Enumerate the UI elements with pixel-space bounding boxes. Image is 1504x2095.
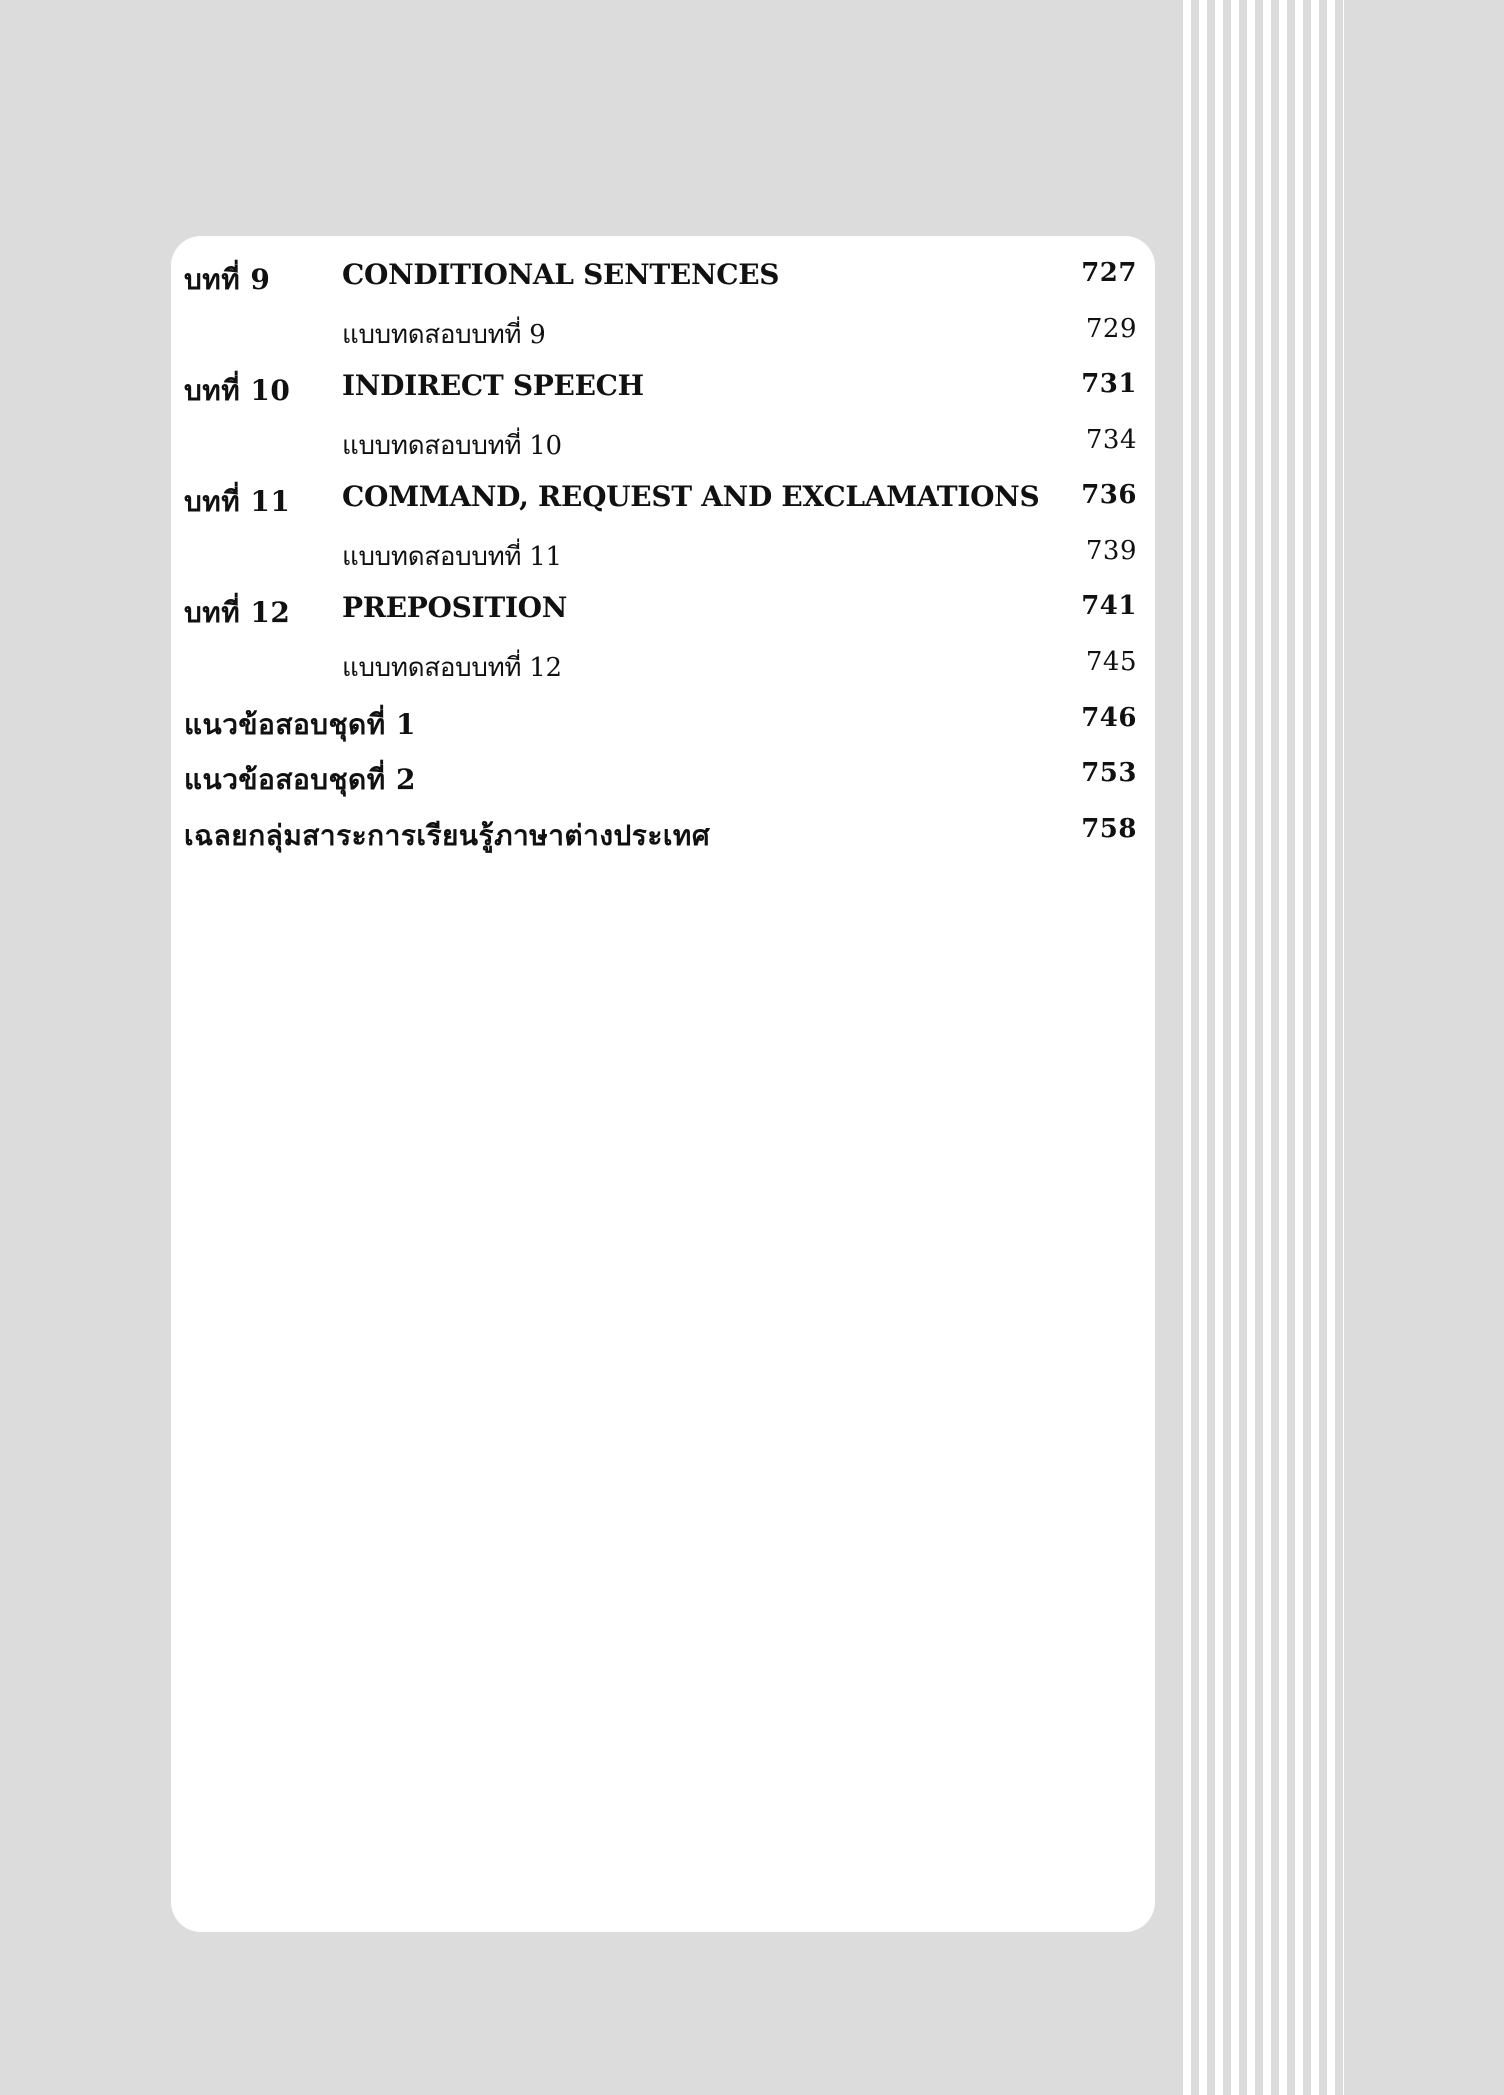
exercise-title: แบบทดสอบบทที่ 9 [342,320,546,350]
page-number: 758 [1081,814,1137,844]
exercise-title: แบบทดสอบบทที่ 12 [342,653,562,683]
chapter-label: บทที่ 11 [184,485,291,518]
page-number: 745 [1085,647,1137,677]
toc-chapter-12[interactable] [171,591,1155,641]
page-number: 727 [1081,258,1137,288]
page-number: 736 [1081,480,1137,510]
section-label: แนวข้อสอบชุดที่ 1 [184,708,416,741]
page-number: 729 [1085,314,1137,344]
toc-exercise-9[interactable] [171,314,1155,364]
page-number: 746 [1081,703,1137,733]
toc-exercise-11[interactable] [171,536,1155,586]
toc-practice-exam-1[interactable] [171,703,1155,753]
toc-answer-key[interactable] [171,814,1155,864]
chapter-label: บทที่ 10 [184,374,291,407]
chapter-title: PREPOSITION [342,591,568,624]
toc-exercise-10[interactable] [171,425,1155,475]
section-label: เฉลยกลุ่มสาระการเรียนรู้ภาษาต่างประเทศ [184,819,711,852]
page-number: 741 [1081,591,1137,621]
toc-chapter-11[interactable] [171,480,1155,530]
chapter-title: COMMAND, REQUEST AND EXCLAMATIONS [342,480,1040,513]
page-number: 731 [1081,369,1137,399]
page-number: 734 [1085,425,1137,455]
toc-chapter-10[interactable] [171,369,1155,419]
exercise-title: แบบทดสอบบทที่ 10 [342,431,562,461]
chapter-label: บทที่ 12 [184,596,291,629]
toc-exercise-12[interactable] [171,647,1155,697]
page-number: 739 [1085,536,1137,566]
stripe-band [1344,0,1504,2095]
toc-chapter-9[interactable] [171,258,1155,308]
chapter-label: บทที่ 9 [184,263,271,296]
toc-panel [171,236,1155,1932]
chapter-title: INDIRECT SPEECH [342,369,644,402]
toc-practice-exam-2[interactable] [171,758,1155,808]
decorative-stripes [1183,0,1504,2095]
section-label: แนวข้อสอบชุดที่ 2 [184,763,416,796]
exercise-title: แบบทดสอบบทที่ 11 [342,542,562,572]
page-number: 753 [1081,758,1137,788]
chapter-title: CONDITIONAL SENTENCES [342,258,780,291]
